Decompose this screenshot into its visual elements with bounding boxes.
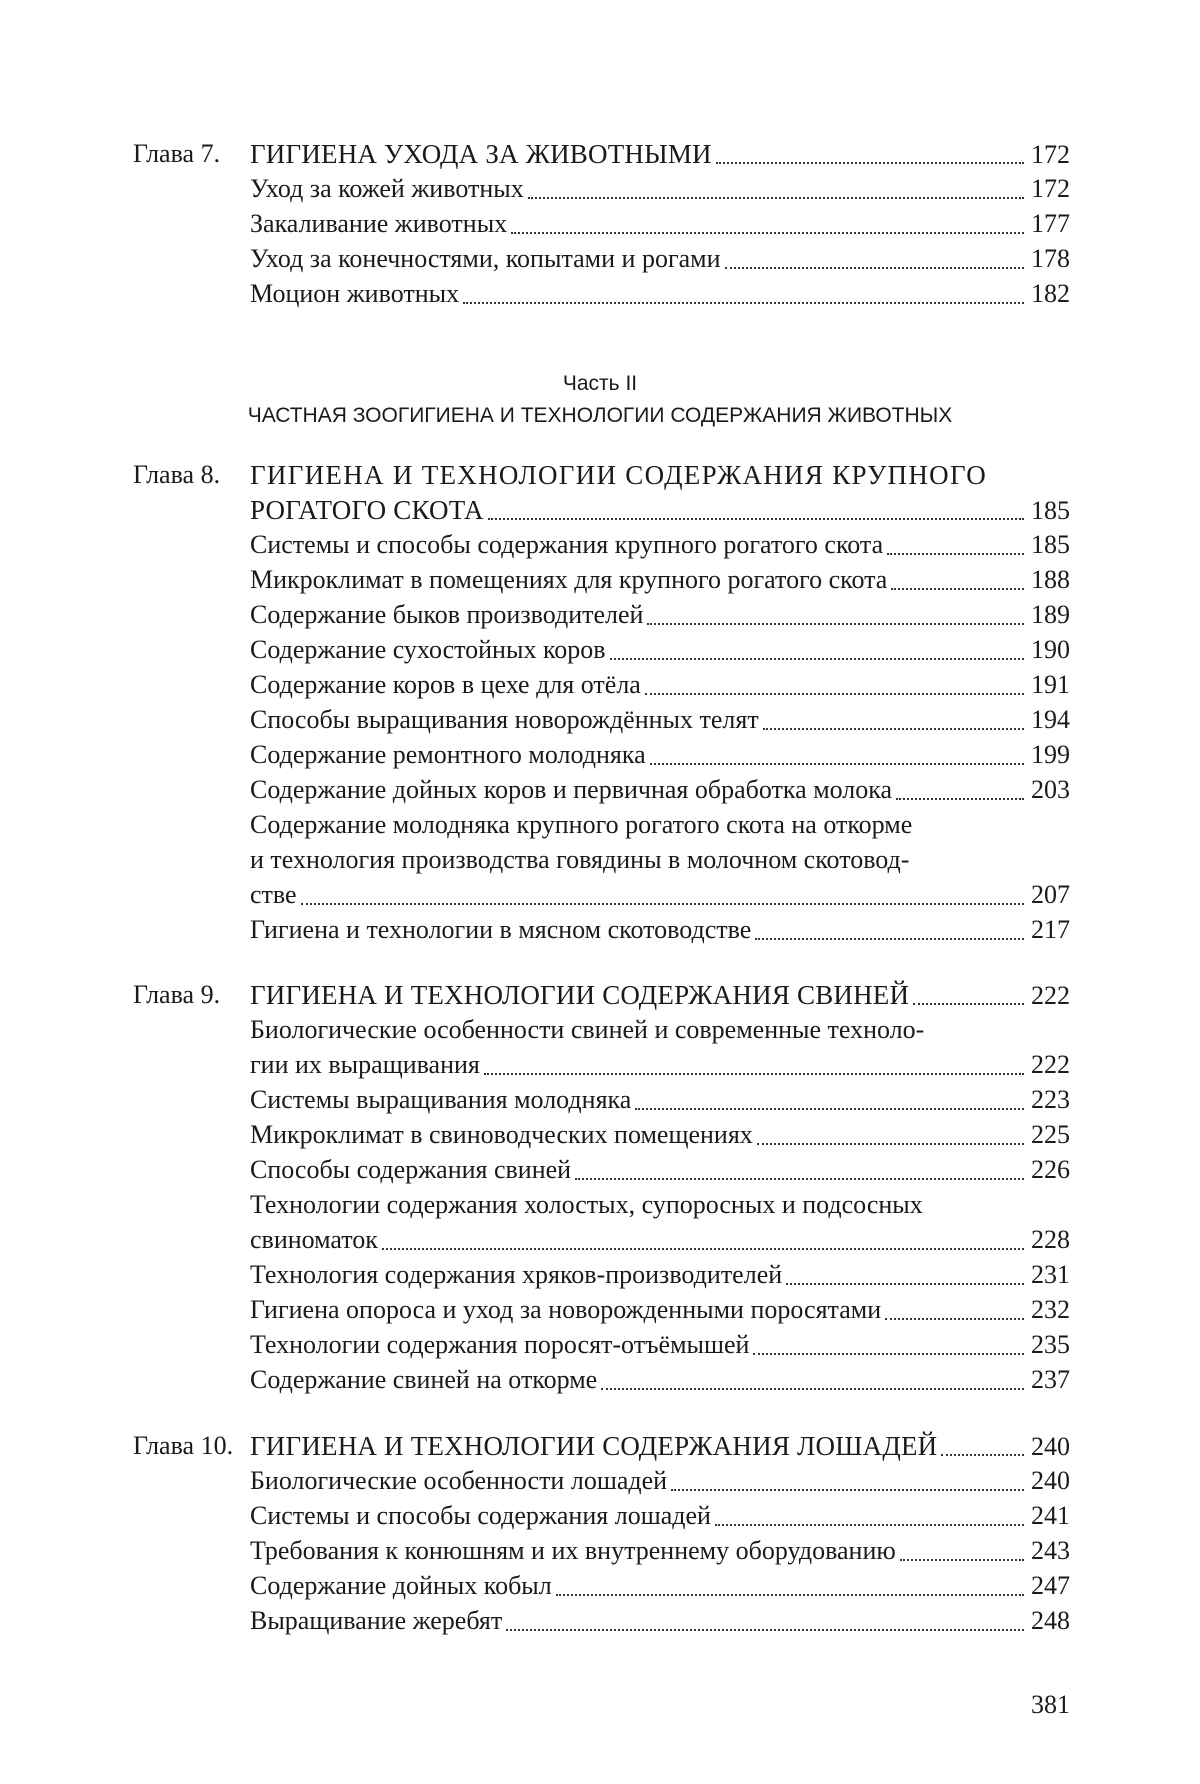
page-number: 222	[1031, 1050, 1070, 1079]
section-title: Требования к конюшням и их внутреннему оборудованию	[250, 1536, 896, 1565]
section-title: Уход за конечностями, копытами и рогами	[250, 244, 721, 273]
toc-section	[0, 1569, 1200, 1603]
chapter-title: ГИГИЕНА И ТЕХНОЛОГИИ СОДЕРЖАНИЯ КРУПНОГО	[250, 460, 987, 490]
toc-chapter-8	[0, 458, 1200, 492]
dot-leader	[896, 798, 1024, 800]
chapter-title-line	[250, 458, 1070, 492]
toc-section	[0, 1328, 1200, 1362]
dot-leader	[755, 938, 1024, 940]
page-number: 222	[1031, 981, 1070, 1010]
dot-leader	[301, 903, 1024, 905]
dot-leader	[715, 1524, 1024, 1526]
section-title: Содержание сухостойных коров	[250, 635, 606, 664]
section-entry	[250, 1464, 1070, 1498]
section-title: Биологические особенности лошадей	[250, 1466, 668, 1495]
dot-leader	[941, 1454, 1024, 1456]
page-number: 248	[1031, 1606, 1070, 1635]
section-entry	[250, 1499, 1070, 1533]
chapter-label: Глава 8.	[133, 460, 221, 489]
toc-section	[0, 1499, 1200, 1533]
page-number: 241	[1031, 1501, 1070, 1530]
section-title: Выращивание жеребят	[250, 1606, 503, 1635]
page-number: 189	[1031, 600, 1070, 629]
section-entry-line	[250, 808, 1070, 842]
dot-leader	[635, 1108, 1024, 1110]
toc-section-line	[0, 843, 1200, 877]
dot-leader	[885, 1318, 1024, 1320]
dot-leader	[725, 267, 1024, 269]
section-entry	[250, 172, 1070, 206]
section-title: Способы содержания свиней	[250, 1155, 572, 1184]
toc-section	[0, 1258, 1200, 1292]
dot-leader	[647, 623, 1024, 625]
dot-leader	[645, 693, 1024, 695]
toc-section	[0, 277, 1200, 311]
dot-leader	[913, 1003, 1024, 1005]
toc-chapter-7	[0, 137, 1200, 171]
dot-leader	[763, 728, 1024, 730]
page-number: 172	[1031, 174, 1070, 203]
toc-section-line	[0, 1013, 1200, 1047]
toc-section	[0, 1363, 1200, 1397]
chapter-label: Глава 10.	[133, 1431, 234, 1460]
page-number: 243	[1031, 1536, 1070, 1565]
section-title: Технология содержания хряков-производителей	[250, 1260, 783, 1289]
section-title: Системы и способы содержания крупного рогатого скота	[250, 530, 884, 559]
section-title: Содержание ремонтного молодняка	[250, 740, 646, 769]
section-entry-line	[250, 1188, 1070, 1222]
page-number: 172	[1031, 140, 1070, 169]
chapter-title: ГИГИЕНА УХОДА ЗА ЖИВОТНЫМИ	[250, 139, 712, 169]
page-number: 207	[1031, 880, 1070, 909]
page-number: 203	[1031, 775, 1070, 804]
section-entry	[250, 1328, 1070, 1362]
toc-section	[0, 668, 1200, 702]
dot-leader	[716, 162, 1024, 164]
toc-section	[0, 207, 1200, 241]
dot-leader	[671, 1489, 1024, 1491]
toc-section	[0, 633, 1200, 667]
dot-leader	[511, 232, 1024, 234]
page-number: 235	[1031, 1330, 1070, 1359]
toc-section	[0, 1153, 1200, 1187]
section-entry	[250, 1569, 1070, 1603]
section-entry	[250, 598, 1070, 632]
toc-chapter-10	[0, 1429, 1200, 1463]
section-title: Гигиена и технологии в мясном скотоводстве	[250, 915, 752, 944]
toc-section	[0, 913, 1200, 947]
page-number: 247	[1031, 1571, 1070, 1600]
page-number: 223	[1031, 1085, 1070, 1114]
section-entry	[250, 913, 1070, 947]
toc-section	[0, 703, 1200, 737]
section-title: Микроклимат в помещениях для крупного рогатого скота	[250, 565, 888, 594]
toc-section-line	[0, 1188, 1200, 1222]
page-number: 237	[1031, 1365, 1070, 1394]
section-entry	[250, 633, 1070, 667]
dot-leader	[757, 1143, 1024, 1145]
toc-section	[0, 773, 1200, 807]
page-number: 178	[1031, 244, 1070, 273]
page-number: 177	[1031, 209, 1070, 238]
section-entry	[250, 878, 1070, 912]
page-number: 185	[1031, 530, 1070, 559]
page-number: 217	[1031, 915, 1070, 944]
section-entry	[250, 528, 1070, 562]
toc-section	[0, 738, 1200, 772]
section-entry	[250, 277, 1070, 311]
section-entry	[250, 1048, 1070, 1082]
dot-leader	[891, 588, 1024, 590]
section-entry	[250, 1534, 1070, 1568]
section-title: Содержание свиней на откорме	[250, 1365, 598, 1394]
chapter-title-entry	[250, 1429, 1070, 1463]
section-entry	[250, 1293, 1070, 1327]
toc-section	[0, 1223, 1200, 1257]
page-number: 228	[1031, 1225, 1070, 1254]
section-title: и технология производства говядины в молочном скотовод-	[250, 845, 910, 874]
chapter-title: ГИГИЕНА И ТЕХНОЛОГИИ СОДЕРЖАНИЯ ЛОШАДЕЙ	[250, 1431, 938, 1461]
page-number: 231	[1031, 1260, 1070, 1289]
page-folio: 381	[1031, 1690, 1070, 1719]
chapter-title-entry	[250, 137, 1070, 171]
dot-leader	[900, 1559, 1024, 1561]
dot-leader	[601, 1388, 1024, 1390]
toc-section	[0, 563, 1200, 597]
toc-section-line	[0, 808, 1200, 842]
page-number: 232	[1031, 1295, 1070, 1324]
page-number: 199	[1031, 740, 1070, 769]
section-title: Микроклимат в свиноводческих помещениях	[250, 1120, 753, 1149]
section-entry	[250, 1604, 1070, 1638]
toc-chapter-8-cont	[0, 493, 1200, 527]
section-entry-line	[250, 843, 1070, 877]
page-number: 226	[1031, 1155, 1070, 1184]
dot-leader	[382, 1248, 1024, 1250]
section-entry	[250, 563, 1070, 597]
dot-leader	[575, 1178, 1024, 1180]
dot-leader	[463, 302, 1024, 304]
toc-section	[0, 1604, 1200, 1638]
section-title: Закаливание животных	[250, 209, 508, 238]
section-title: Содержание дойных коров и первичная обработка молока	[250, 775, 893, 804]
page-number: 240	[1031, 1432, 1070, 1461]
toc-chapter-9	[0, 978, 1200, 1012]
dot-leader	[650, 763, 1024, 765]
toc-section	[0, 1534, 1200, 1568]
toc-section	[0, 1118, 1200, 1152]
page-number: 182	[1031, 279, 1070, 308]
chapter-title: РОГАТОГО СКОТА	[250, 495, 484, 525]
page-number: 225	[1031, 1120, 1070, 1149]
dot-leader	[484, 1073, 1024, 1075]
part-title: ЧАСТНАЯ ЗООГИГИЕНА И ТЕХНОЛОГИИ СОДЕРЖАНИЯ ЖИВОТНЫХ	[247, 404, 953, 427]
page-number: 188	[1031, 565, 1070, 594]
section-title: свиноматок	[250, 1225, 378, 1254]
section-entry	[250, 668, 1070, 702]
dot-leader	[556, 1594, 1024, 1596]
section-entry	[250, 1153, 1070, 1187]
section-entry	[250, 1258, 1070, 1292]
section-entry	[250, 207, 1070, 241]
section-title: Гигиена опороса и уход за новорожденными поросятами	[250, 1295, 882, 1324]
page-number: 190	[1031, 635, 1070, 664]
section-entry	[250, 1363, 1070, 1397]
section-title: Биологические особенности свиней и современные техноло-	[250, 1015, 925, 1044]
section-title: Содержание коров в цехе для отёла	[250, 670, 641, 699]
page-number: 185	[1031, 496, 1070, 525]
toc-section	[0, 598, 1200, 632]
toc-section	[0, 528, 1200, 562]
toc-section	[0, 1293, 1200, 1327]
dot-leader	[528, 197, 1024, 199]
section-entry	[250, 773, 1070, 807]
section-title: гии их выращивания	[250, 1050, 480, 1079]
chapter-label: Глава 9.	[133, 980, 221, 1009]
section-entry	[250, 1223, 1070, 1257]
section-title: стве	[250, 880, 297, 909]
toc-section	[0, 1048, 1200, 1082]
section-title: Моцион животных	[250, 279, 460, 308]
section-entry	[250, 242, 1070, 276]
toc-section	[0, 1464, 1200, 1498]
section-title: Способы выращивания новорождённых телят	[250, 705, 759, 734]
dot-leader	[887, 553, 1024, 555]
chapter-title-entry	[250, 978, 1070, 1012]
page-number: 240	[1031, 1466, 1070, 1495]
dot-leader	[753, 1353, 1024, 1355]
section-entry-line	[250, 1013, 1070, 1047]
section-title: Технологии содержания холостых, супоросных и подсосных	[250, 1190, 923, 1219]
dot-leader	[786, 1283, 1024, 1285]
section-title: Технологии содержания поросят-отъёмышей	[250, 1330, 750, 1359]
section-title: Содержание быков производителей	[250, 600, 644, 629]
section-entry	[250, 703, 1070, 737]
section-entry	[250, 738, 1070, 772]
section-title: Содержание дойных кобыл	[250, 1571, 552, 1600]
chapter-title-entry	[250, 493, 1070, 527]
toc-section	[0, 1083, 1200, 1117]
part-label: Часть II	[562, 372, 638, 395]
section-title: Уход за кожей животных	[250, 174, 524, 203]
chapter-label: Глава 7.	[133, 139, 221, 168]
toc-section	[0, 242, 1200, 276]
dot-leader	[506, 1629, 1024, 1631]
section-title: Системы и способы содержания лошадей	[250, 1501, 711, 1530]
toc-section	[0, 878, 1200, 912]
toc-section	[0, 172, 1200, 206]
section-entry	[250, 1083, 1070, 1117]
dot-leader	[488, 518, 1024, 520]
chapter-title: ГИГИЕНА И ТЕХНОЛОГИИ СОДЕРЖАНИЯ СВИНЕЙ	[250, 980, 910, 1010]
section-title: Системы выращивания молодняка	[250, 1085, 632, 1114]
section-title: Содержание молодняка крупного рогатого скота на откорме	[250, 810, 913, 839]
page-number: 194	[1031, 705, 1070, 734]
section-entry	[250, 1118, 1070, 1152]
page-number: 191	[1031, 670, 1070, 699]
dot-leader	[610, 658, 1024, 660]
